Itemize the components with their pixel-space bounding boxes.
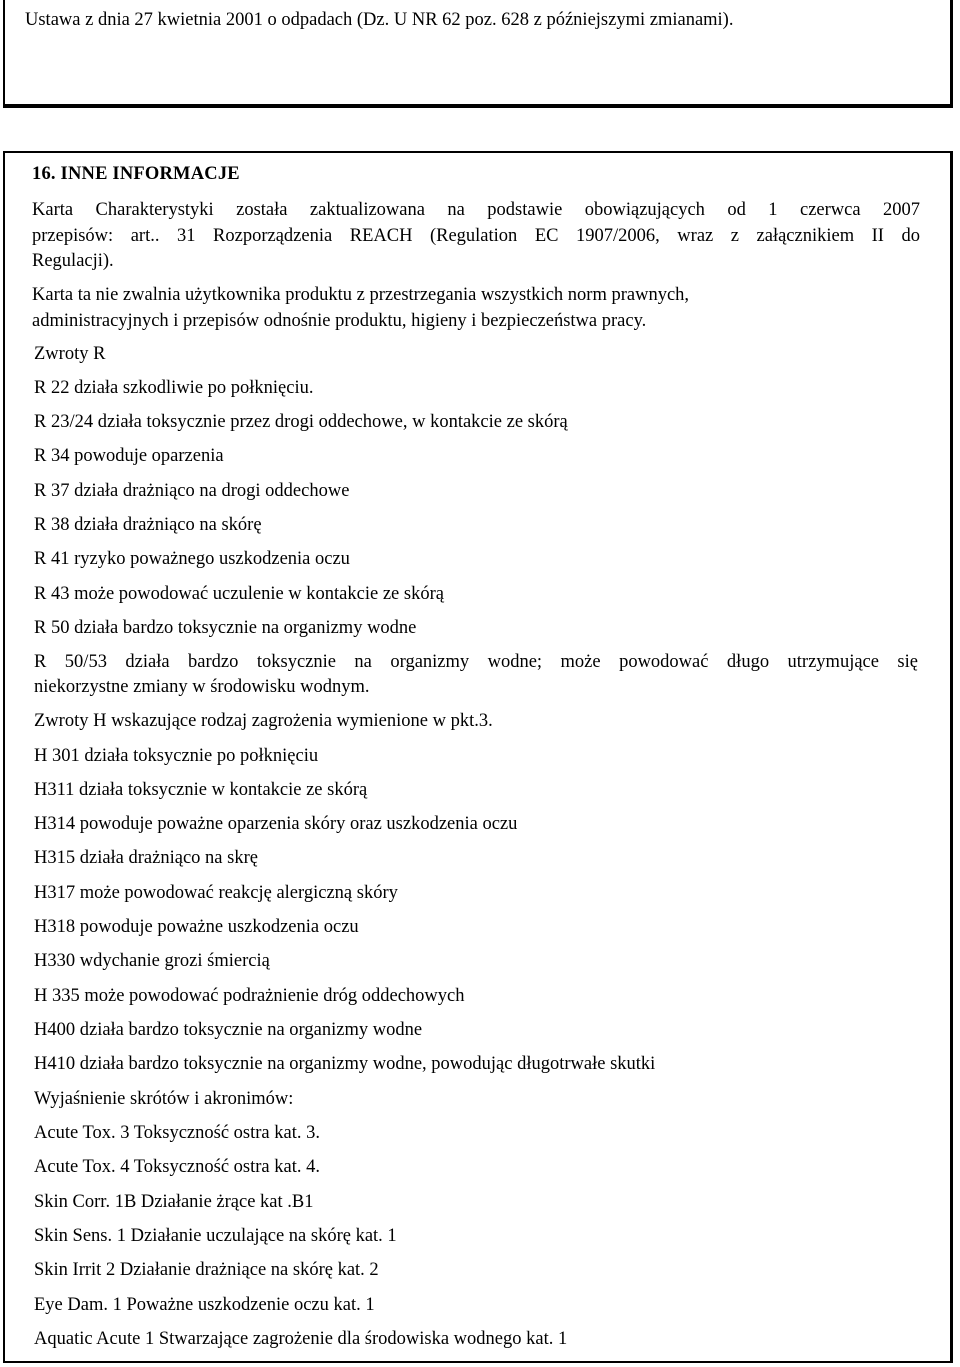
h-phrase: H410 działa bardzo toksycznie na organizmy wodne, powodując długotrwałe skutki (34, 1054, 656, 1074)
r-phrase: R 34 powoduje oparzenia (34, 446, 224, 466)
r-phrase: R 41 ryzyko poważnego uszkodzenia oczu (34, 549, 350, 569)
abbreviation-item: Acute Tox. 3 Toksyczność ostra kat. 3. (34, 1123, 320, 1143)
abbreviation-item: Eye Dam. 1 Poważne uszkodzenie oczu kat. 1 (34, 1295, 375, 1315)
r-phrase: R 22 działa szkodliwie po połknięciu. (34, 378, 314, 398)
h-phrase: H400 działa bardzo toksycznie na organizmy wodne (34, 1020, 423, 1040)
r-phrase-50-53: R 50/53 działa bardzo toksycznie na organizmy wodne; może powodować długo utrzymujące się (34, 652, 918, 672)
abbreviation-item: Acute Tox. 4 Toksyczność ostra kat. 4. (34, 1157, 320, 1177)
abbreviations-heading: Wyjaśnienie skrótów i akronimów: (34, 1089, 294, 1109)
abbreviation-item: Skin Sens. 1 Działanie uczulające na skórę kat. 1 (34, 1226, 397, 1246)
law-reference-box (3, 0, 953, 108)
r-phrases-heading: Zwroty R (34, 344, 106, 364)
abbreviation-item: Skin Corr. 1B Działanie żrące kat .B1 (34, 1192, 314, 1212)
r-phrase: R 43 może powodować uczulenie w kontakcie ze skórą (34, 584, 444, 604)
intro-line: Regulacji). (32, 251, 114, 271)
r-phrase-50-53-continued: niekorzystne zmiany w środowisku wodnym. (34, 677, 370, 697)
disclaimer-line: Karta ta nie zwalnia użytkownika produktu z przestrzegania wszystkich norm prawnych, (32, 285, 690, 305)
h-phrase: H318 powoduje poważne uszkodzenia oczu (34, 917, 359, 937)
abbreviation-item: Aquatic Acute 1 Stwarzające zagrożenie dla środowiska wodnego kat. 1 (34, 1329, 568, 1349)
h-phrases-heading: Zwroty H wskazujące rodzaj zagrożenia wymienione w pkt.3. (34, 711, 493, 731)
disclaimer-line: administracyjnych i przepisów odnośnie produktu, higieny i bezpieczeństwa pracy. (32, 311, 647, 331)
h-phrase: H311 działa toksycznie w kontakcie ze skórą (34, 780, 368, 800)
abbreviation-item: Skin Irrit 2 Działanie drażniące na skórę kat. 2 (34, 1260, 379, 1280)
intro-line: Karta Charakterystyki została zaktualizowana na podstawie obowiązujących od 1 czerwca 2007 (32, 200, 920, 220)
h-phrase: H 301 działa toksycznie po połknięciu (34, 746, 319, 766)
h-phrase: H315 działa drażniąco na skrę (34, 848, 258, 868)
r-phrase: R 23/24 działa toksycznie przez drogi oddechowe, w kontakcie ze skórą (34, 412, 568, 432)
h-phrase: H314 powoduje poważne oparzenia skóry oraz uszkodzenia oczu (34, 814, 518, 834)
r-phrase: R 37 działa drażniąco na drogi oddechowe (34, 481, 350, 501)
h-phrase: H330 wdychanie grozi śmiercią (34, 951, 270, 971)
intro-line: przepisów: art.. 31 Rozporządzenia REACH (Regulation EC 1907/2006, wraz z załącznikiem II do (32, 226, 920, 246)
section-heading: 16. INNE INFORMACJE (32, 164, 240, 184)
law-reference-text: Ustawa z dnia 27 kwietnia 2001 o odpadach (Dz. U NR 62 poz. 628 z późniejszymi zmianami). (25, 10, 734, 30)
r-phrase: R 38 działa drażniąco na skórę (34, 515, 262, 535)
h-phrase: H 335 może powodować podrażnienie dróg oddechowych (34, 986, 465, 1006)
h-phrase: H317 może powodować reakcję alergiczną skóry (34, 883, 398, 903)
r-phrase: R 50 działa bardzo toksycznie na organizmy wodne (34, 618, 417, 638)
